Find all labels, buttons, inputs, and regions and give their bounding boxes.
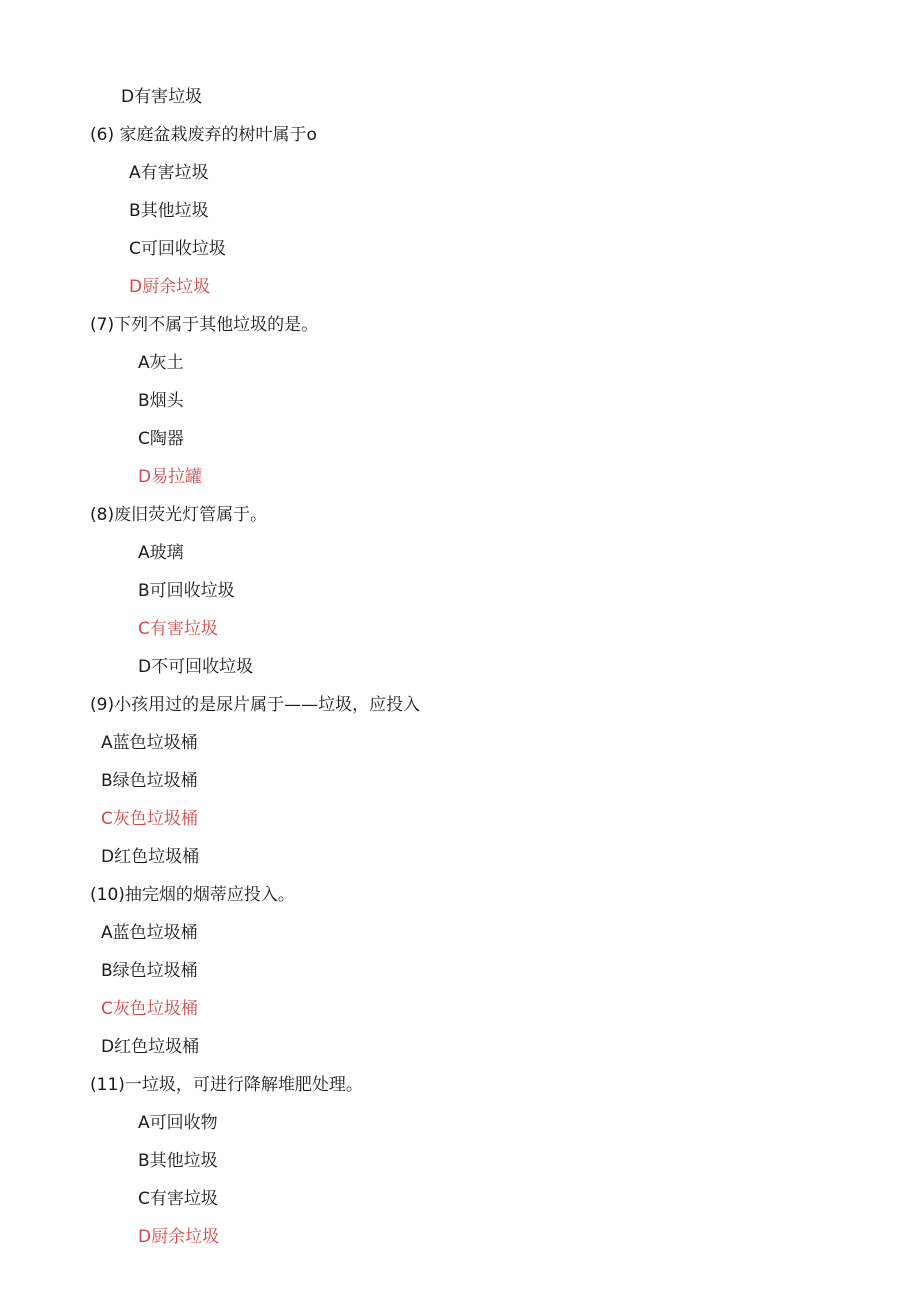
- q10-option-a: A蓝色垃圾桶: [101, 923, 198, 943]
- q8-option-b: B可回收垃圾: [138, 581, 235, 601]
- q9-option-b: B绿色垃圾桶: [101, 771, 198, 791]
- q9-option-c-answer: C灰色垃圾桶: [101, 809, 198, 829]
- q8-option-a: A玻璃: [138, 543, 184, 563]
- q10-question: (10)抽完烟的烟蒂应投入。: [90, 885, 295, 905]
- q9-option-a: A蓝色垃圾桶: [101, 733, 198, 753]
- q7-option-d-answer: D易拉罐: [138, 467, 203, 487]
- q7-option-c: C陶器: [138, 429, 184, 449]
- q6-option-c: C可回收垃圾: [129, 239, 226, 259]
- q8-option-d: D不可回收垃圾: [138, 657, 254, 677]
- q11-option-d-answer: D厨余垃圾: [138, 1227, 220, 1247]
- q6-option-b: B其他垃圾: [129, 201, 209, 221]
- q10-option-c-answer: C灰色垃圾桶: [101, 999, 198, 1019]
- q10-option-d: D红色垃圾桶: [101, 1037, 200, 1057]
- q10-option-b: B绿色垃圾桶: [101, 961, 198, 981]
- q11-option-b: B其他垃圾: [138, 1151, 218, 1171]
- q6-option-d-answer: D厨余垃圾: [129, 277, 211, 297]
- q8-option-c-answer: C有害垃圾: [138, 619, 218, 639]
- q7-option-a: A灰土: [138, 353, 184, 373]
- q11-question: (11)一垃圾，可进行降解堆肥处理。: [90, 1075, 363, 1095]
- q11-option-c: C有害垃圾: [138, 1189, 218, 1209]
- q6-question: (6) 家庭盆栽废弃的树叶属于o: [90, 125, 317, 145]
- q7-option-b: B烟头: [138, 391, 184, 411]
- q11-option-a: A可回收物: [138, 1113, 218, 1133]
- q6-option-a: A有害垃圾: [129, 163, 209, 183]
- q5-option-d: D有害垃圾: [121, 87, 203, 107]
- q8-question: (8)废旧荧光灯管属于。: [90, 505, 268, 525]
- q7-question: (7)下列不属于其他垃圾的是。: [90, 315, 319, 335]
- q9-option-d: D红色垃圾桶: [101, 847, 200, 867]
- q9-question: (9)小孩用过的是尿片属于——垃圾，应投入: [90, 695, 421, 715]
